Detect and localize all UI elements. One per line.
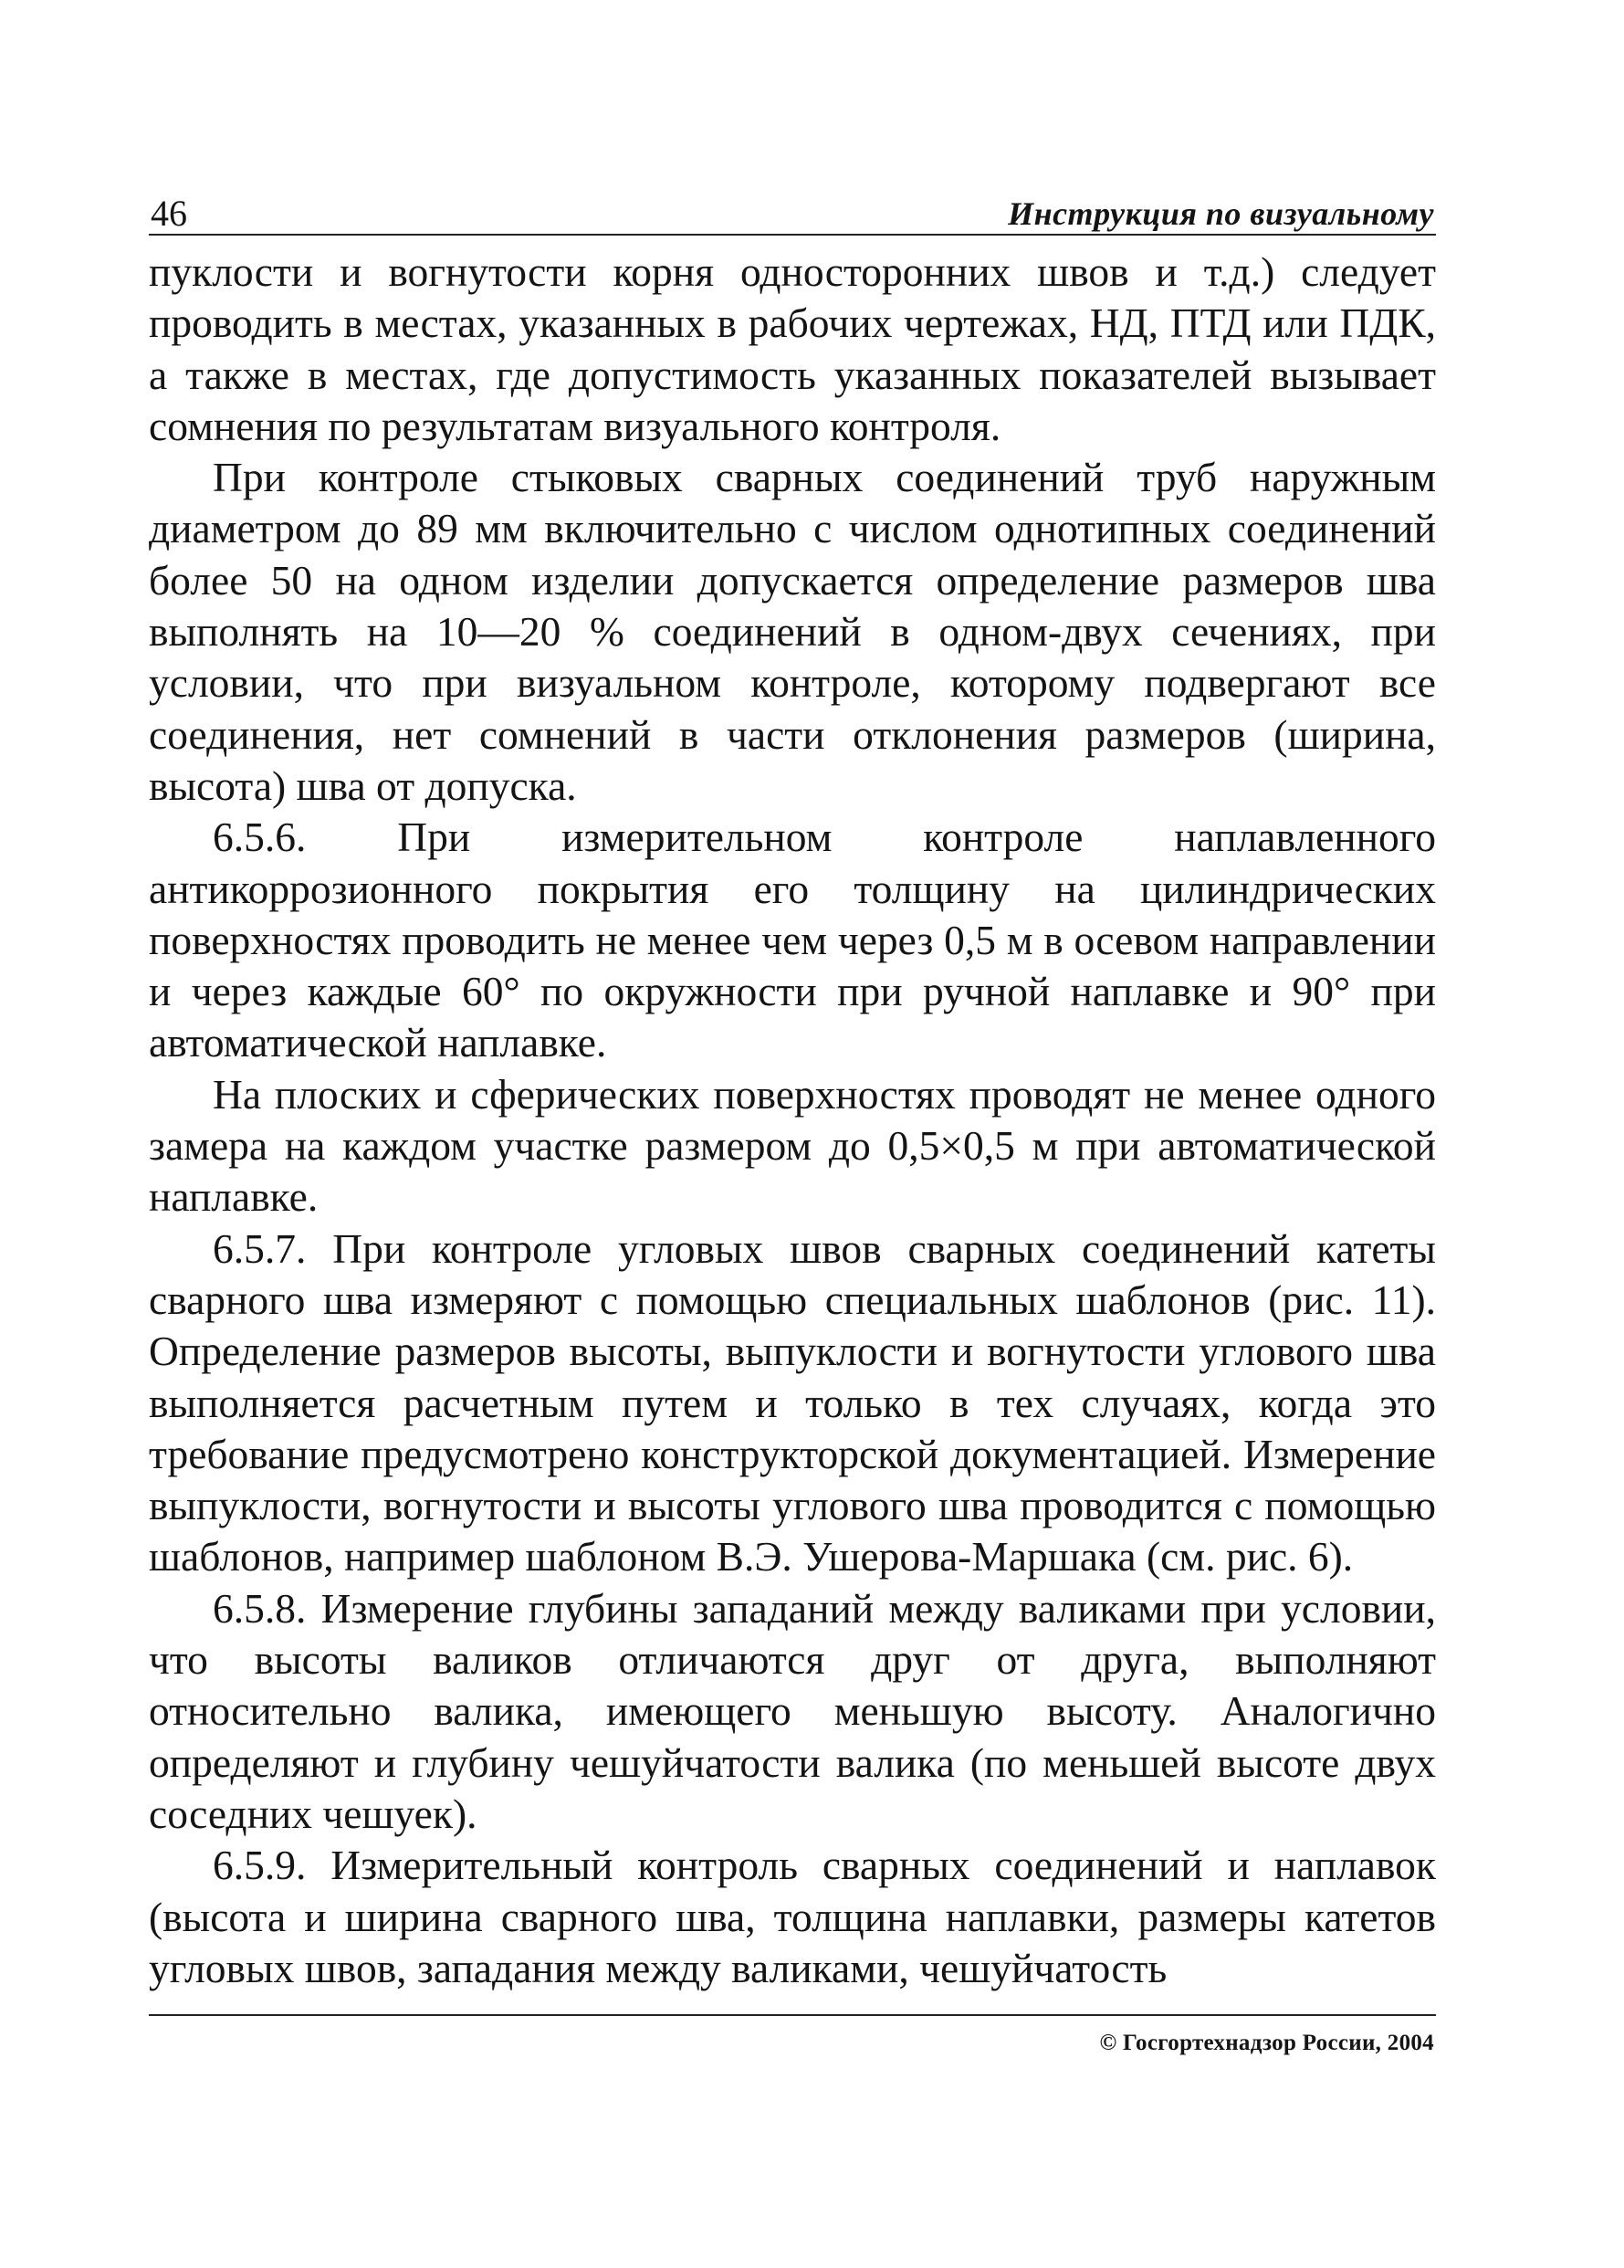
running-title: Инструкция по визуальному [1008, 195, 1434, 232]
page-header [149, 183, 1436, 236]
paragraph-butt-joints: При контроле стыковых сварных соединений труб наружным диаметром до 89 мм включительно с числом однотипных соединений более 50 на одном изделии допускается определение размеров шва выполнять на 10—20 % соединений в одном-двух сечениях, при условии, что при визуальном контроле, которому подвергают все соединения, нет сомнений в части отклонения размеров (ширина, высота) шва от допуска. [149, 454, 1436, 809]
paragraph-continuation: пуклости и вогнутости корня односторонних швов и т.д.) следует проводить в местах, указанных в рабочих чертежах, НД, ПТД или ПДК, а также в местах, где допустимость указанных показателей вызывает сомнения по результатам визуального контроля. [149, 248, 1436, 449]
paragraph-6-5-8: 6.5.8. Измерение глубины западаний между валиками при условии, что высоты валиков отличаются друг от друга, выполняют относительно валика, имеющего меньшую высоту. Аналогично определяют и глубину чешуйчатости валика (по меньшей высоте двух соседних чешуек). [149, 1584, 1436, 1837]
page-number: 46 [151, 193, 187, 234]
document-page [149, 183, 1436, 2082]
paragraph-6-5-7: 6.5.7. При контроле угловых швов сварных соединений катеты сварного шва измеряют с помощью специальных шаблонов (рис. 11). Определение размеров высоты, выпуклости и вогнутости углового шва выполняется расчетным путем и только в тех случаях, когда это требование предусмотрено конструкторской документацией. Измерение выпуклости, вогнутости и высоты углового шва проводится с помощью шаблонов, например шаблоном В.Э. Ушерова-Маршака (см. рис. 6). [149, 1224, 1436, 1580]
paragraph-6-5-6: 6.5.6. При измерительном контроле наплавленного антикоррозионного покрытия его толщину на цилиндрических поверхностях проводить не менее чем через 0,5 м в осевом направлении и через каждые 60° по окружности при ручной наплавке и 90° при автоматической наплавке. [149, 814, 1436, 1066]
paragraph-flat-surfaces: На плоских и сферических поверхностях проводят не менее одного замера на каждом участке размером до 0,5×0,5 м при автоматической наплавке. [149, 1070, 1436, 1221]
copyright-notice: © Госгортехнадзор России, 2004 [1099, 2031, 1434, 2055]
page-footer [149, 2014, 1436, 2071]
paragraph-6-5-9: 6.5.9. Измерительный контроль сварных соединений и наплавок (высота и ширина сварного шва, толщина наплавки, размеры катетов угловых швов, западания между валиками, чешуйчатость [149, 1842, 1436, 1991]
body-text [149, 247, 1436, 1994]
